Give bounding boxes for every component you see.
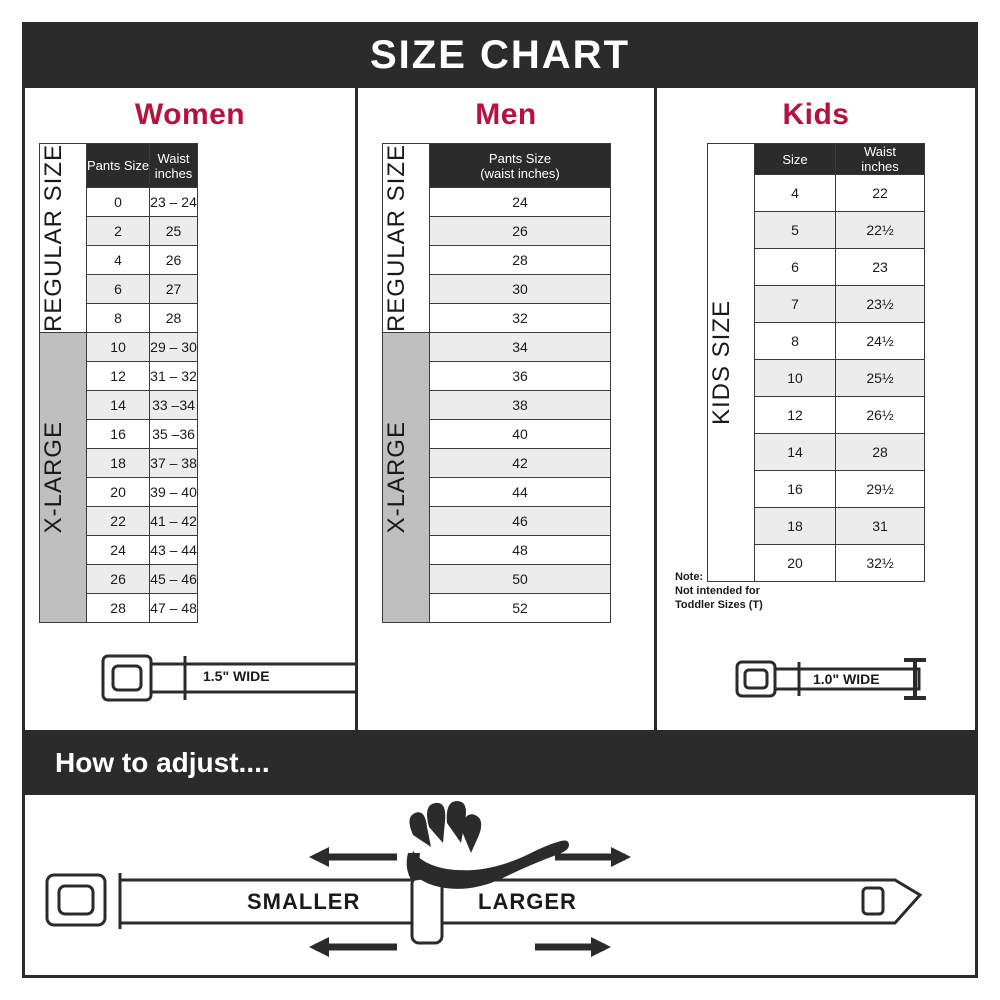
women-cell-size: 26 bbox=[87, 565, 150, 594]
men-cell-size: 52 bbox=[430, 594, 611, 623]
women-cell-size: 24 bbox=[87, 536, 150, 565]
size-tables-area bbox=[25, 88, 975, 730]
adjust-smaller-label: SMALLER bbox=[247, 889, 361, 914]
women-cell-waist: 39 – 40 bbox=[150, 478, 198, 507]
women-cell-waist: 23 – 24 bbox=[150, 188, 198, 217]
kids-cell-waist: 23½ bbox=[836, 286, 925, 323]
kids-note-line1: Note: bbox=[675, 571, 704, 583]
men-cell-size: 42 bbox=[430, 449, 611, 478]
men-cell-size: 24 bbox=[430, 188, 611, 217]
men-cell-size: 40 bbox=[430, 420, 611, 449]
kids-size-label: KIDS SIZE bbox=[708, 144, 755, 582]
kids-cell-size: 12 bbox=[755, 397, 836, 434]
men-size-table bbox=[382, 143, 611, 623]
women-cell-waist: 28 bbox=[150, 304, 198, 333]
women-cell-size: 8 bbox=[87, 304, 150, 333]
women-belt-graphic bbox=[25, 638, 355, 718]
men-cell-size: 46 bbox=[430, 507, 611, 536]
kids-cell-size: 5 bbox=[755, 212, 836, 249]
men-cell-size: 50 bbox=[430, 565, 611, 594]
women-cell-waist: 31 – 32 bbox=[150, 362, 198, 391]
women-cell-waist: 41 – 42 bbox=[150, 507, 198, 536]
men-cell-size: 38 bbox=[430, 391, 611, 420]
women-header-pants-size: Pants Size bbox=[87, 144, 150, 188]
women-cell-size: 18 bbox=[87, 449, 150, 478]
men-cell-size: 36 bbox=[430, 362, 611, 391]
kids-note-line2: Not intended for bbox=[675, 585, 760, 597]
women-regular-size-label: REGULAR SIZE bbox=[40, 144, 87, 333]
women-cell-waist: 26 bbox=[150, 246, 198, 275]
men-header-pants-size: Pants Size (waist inches) bbox=[430, 144, 611, 188]
column-women bbox=[25, 88, 355, 730]
kids-note bbox=[675, 570, 795, 612]
women-cell-waist: 33 –34 bbox=[150, 391, 198, 420]
kids-cell-size: 16 bbox=[755, 471, 836, 508]
women-cell-size: 4 bbox=[87, 246, 150, 275]
kids-belt-width-label: 1.0" WIDE bbox=[813, 671, 880, 687]
howto-diagram-area bbox=[25, 795, 975, 975]
women-cell-waist: 47 – 48 bbox=[150, 594, 198, 623]
kids-belt-graphic bbox=[657, 638, 975, 718]
women-belt-width-label: 1.5" WIDE bbox=[203, 668, 270, 684]
kids-cell-size: 7 bbox=[755, 286, 836, 323]
adjust-diagram-svg bbox=[25, 795, 975, 975]
women-cell-size: 10 bbox=[87, 333, 150, 362]
women-cell-size: 16 bbox=[87, 420, 150, 449]
kids-cell-waist: 23 bbox=[836, 249, 925, 286]
kids-cell-size: 6 bbox=[755, 249, 836, 286]
kids-cell-size: 20 bbox=[755, 545, 836, 582]
kids-cell-waist: 25½ bbox=[836, 360, 925, 397]
men-cell-size: 32 bbox=[430, 304, 611, 333]
kids-cell-waist: 22½ bbox=[836, 212, 925, 249]
men-cell-size: 30 bbox=[430, 275, 611, 304]
adjust-larger-label: LARGER bbox=[478, 889, 577, 914]
kids-cell-waist: 28 bbox=[836, 434, 925, 471]
kids-heading: Kids bbox=[782, 98, 850, 131]
women-cell-size: 0 bbox=[87, 188, 150, 217]
women-header-waist: Waist inches bbox=[150, 144, 198, 188]
kids-cell-size: 10 bbox=[755, 360, 836, 397]
women-cell-waist: 27 bbox=[150, 275, 198, 304]
women-heading: Women bbox=[134, 98, 246, 131]
kids-cell-waist: 22 bbox=[836, 175, 925, 212]
column-men bbox=[355, 88, 657, 730]
men-regular-size-label: REGULAR SIZE bbox=[383, 144, 430, 333]
kids-cell-waist: 31 bbox=[836, 508, 925, 545]
women-cell-size: 22 bbox=[87, 507, 150, 536]
column-kids bbox=[657, 88, 975, 730]
men-xlarge-label: X-LARGE bbox=[383, 333, 430, 623]
women-cell-waist: 35 –36 bbox=[150, 420, 198, 449]
kids-cell-size: 4 bbox=[755, 175, 836, 212]
women-cell-size: 28 bbox=[87, 594, 150, 623]
women-cell-waist: 29 – 30 bbox=[150, 333, 198, 362]
men-cell-size: 48 bbox=[430, 536, 611, 565]
kids-cell-waist: 29½ bbox=[836, 471, 925, 508]
kids-table-wrap bbox=[707, 143, 925, 582]
kids-cell-size: 18 bbox=[755, 508, 836, 545]
kids-cell-waist: 24½ bbox=[836, 323, 925, 360]
men-table-wrap bbox=[382, 143, 611, 623]
men-cell-size: 26 bbox=[430, 217, 611, 246]
page-title: SIZE CHART bbox=[370, 32, 630, 77]
women-table-wrap bbox=[39, 143, 198, 623]
men-cell-size: 34 bbox=[430, 333, 611, 362]
kids-cell-waist: 26½ bbox=[836, 397, 925, 434]
howto-heading: How to adjust.... bbox=[55, 746, 270, 778]
women-cell-waist: 37 – 38 bbox=[150, 449, 198, 478]
kids-cell-waist: 32½ bbox=[836, 545, 925, 582]
men-cell-size: 28 bbox=[430, 246, 611, 275]
women-cell-size: 20 bbox=[87, 478, 150, 507]
howto-bar bbox=[25, 730, 975, 795]
women-cell-size: 2 bbox=[87, 217, 150, 246]
men-heading: Men bbox=[475, 98, 537, 131]
women-cell-size: 12 bbox=[87, 362, 150, 391]
kids-size-table bbox=[707, 143, 925, 582]
kids-header-size: Size bbox=[755, 144, 836, 175]
women-cell-waist: 45 – 46 bbox=[150, 565, 198, 594]
women-cell-waist: 43 – 44 bbox=[150, 536, 198, 565]
women-xlarge-label: X-LARGE bbox=[40, 333, 87, 623]
kids-cell-size: 14 bbox=[755, 434, 836, 471]
women-size-table bbox=[39, 143, 198, 623]
women-cell-size: 6 bbox=[87, 275, 150, 304]
kids-cell-size: 8 bbox=[755, 323, 836, 360]
kids-header-waist: Waist inches bbox=[836, 144, 925, 175]
women-cell-size: 14 bbox=[87, 391, 150, 420]
kids-note-line3: Toddler Sizes (T) bbox=[675, 599, 763, 611]
page-title-bar bbox=[22, 22, 978, 88]
men-cell-size: 44 bbox=[430, 478, 611, 507]
belt-svg-women bbox=[25, 638, 355, 718]
women-cell-waist: 25 bbox=[150, 217, 198, 246]
